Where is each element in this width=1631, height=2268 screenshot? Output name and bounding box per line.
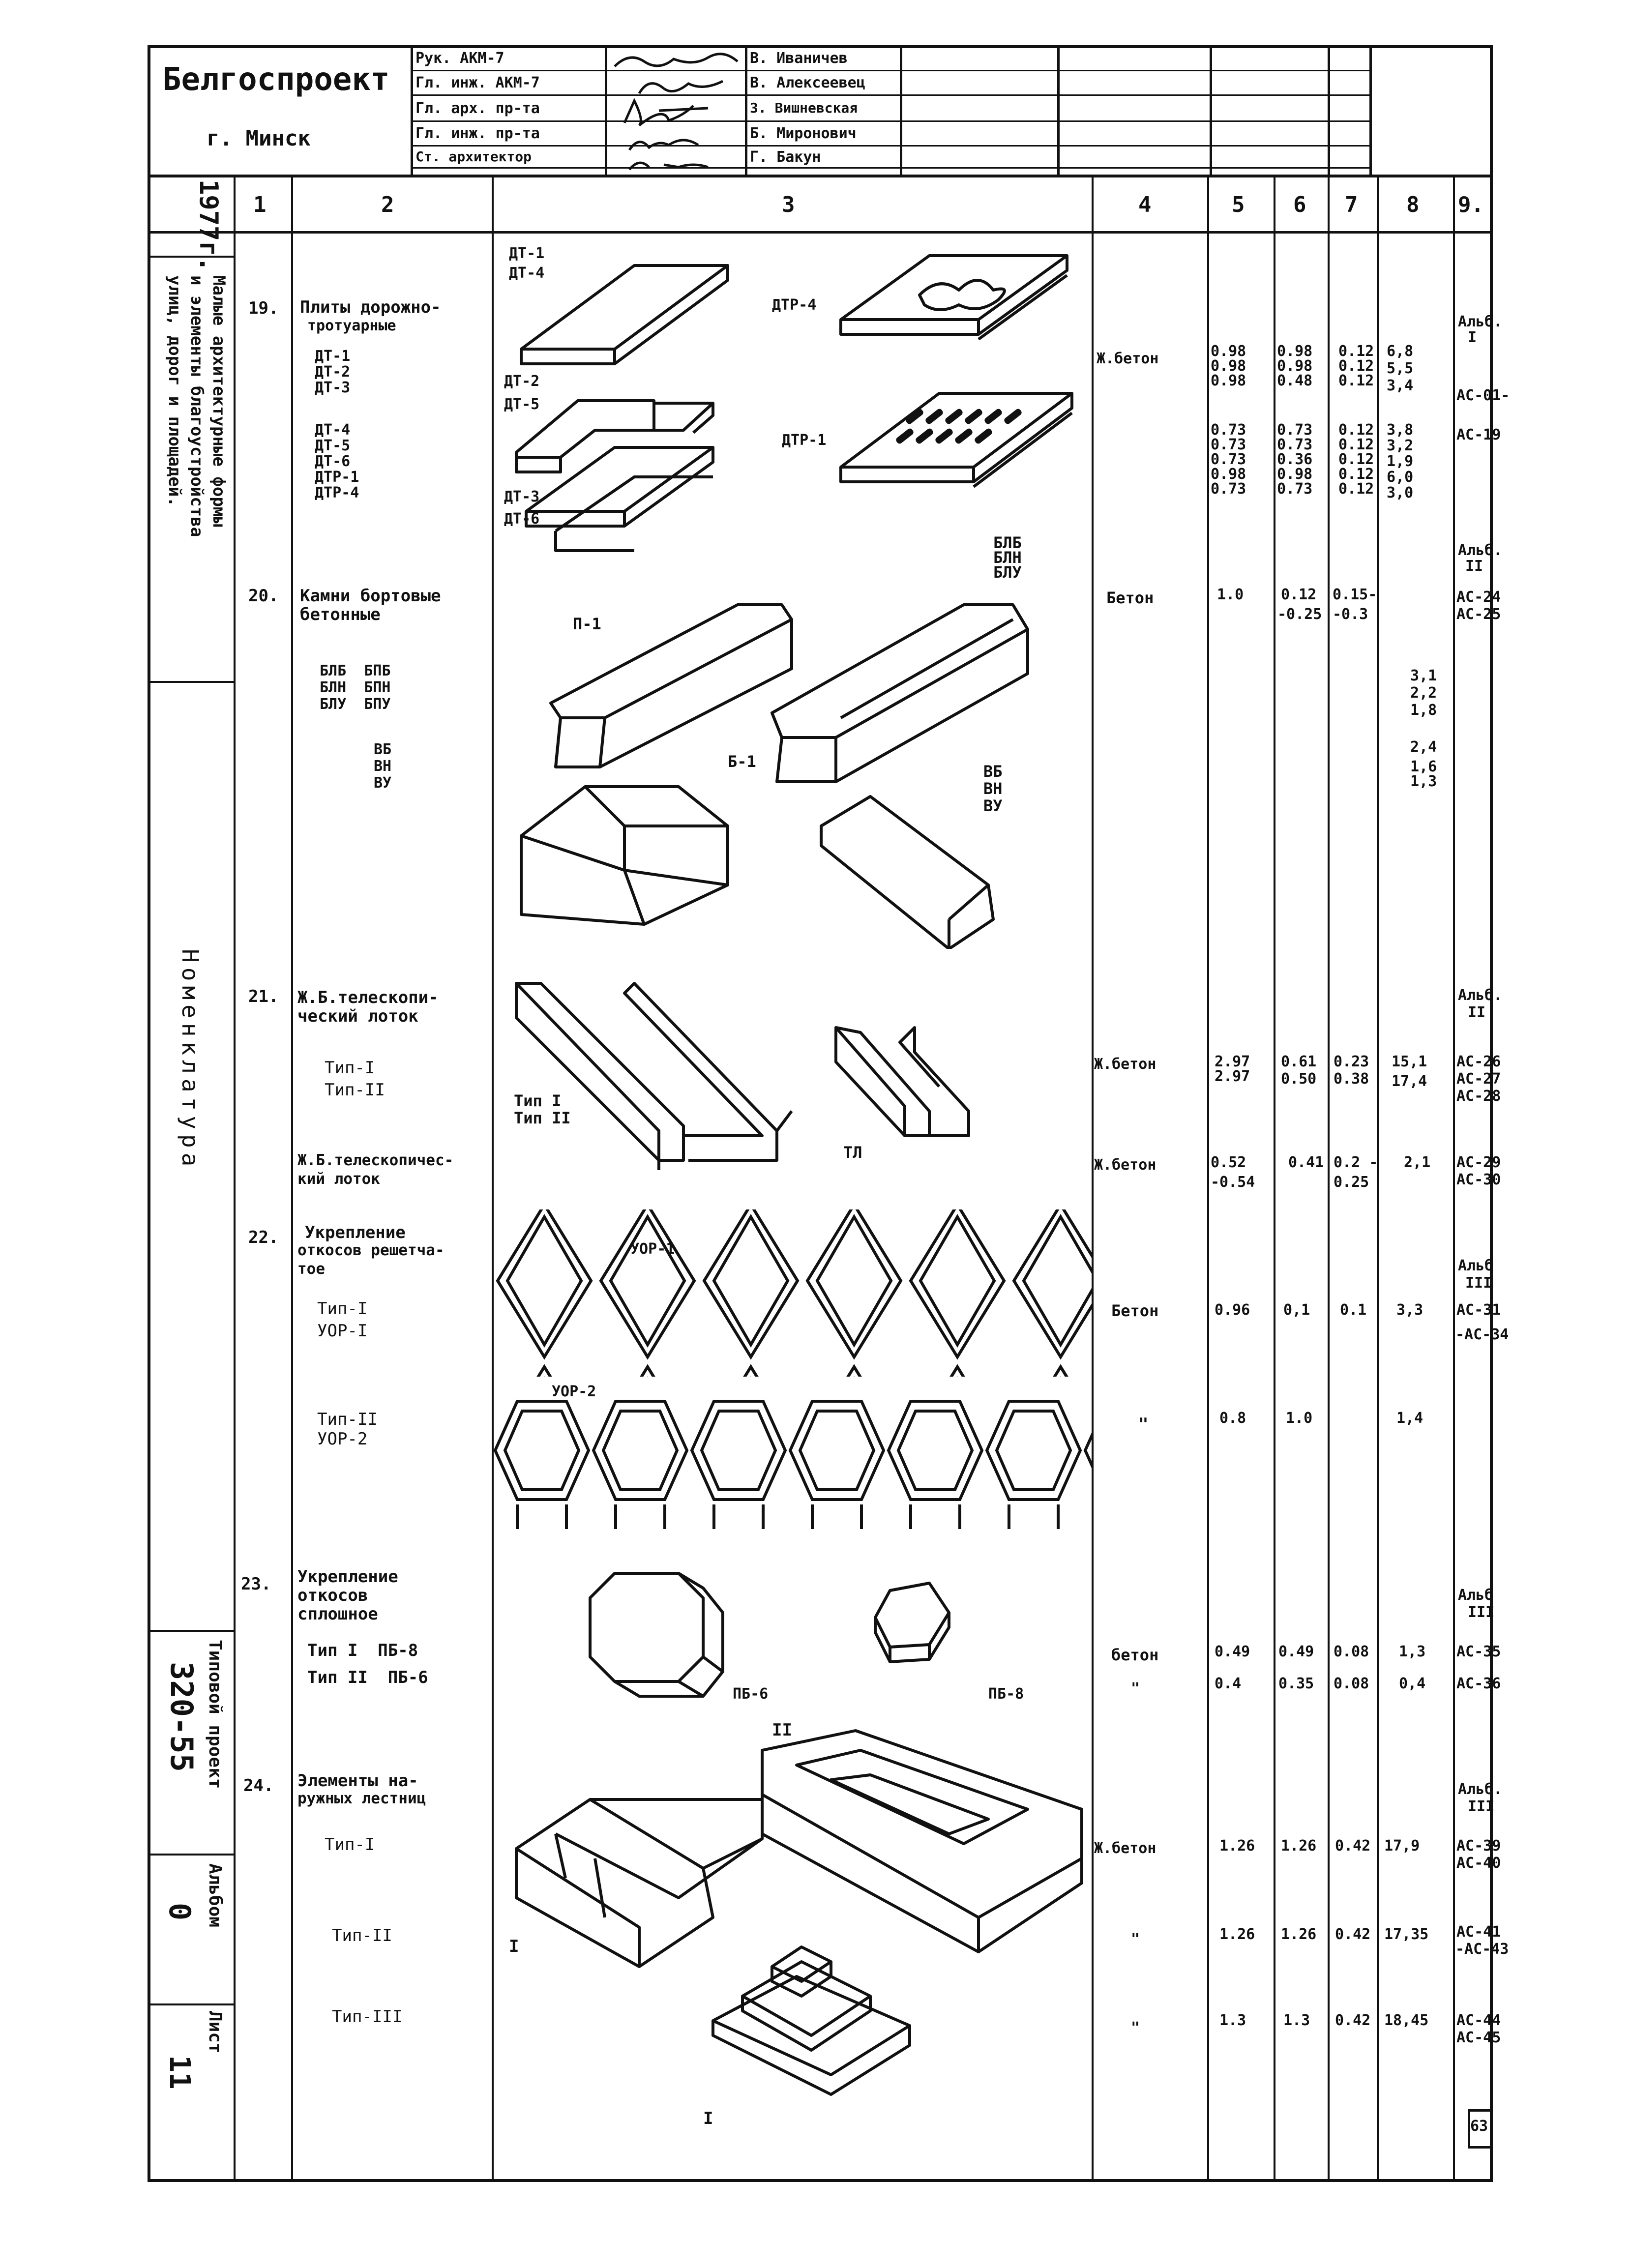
fig-dt-6: ДТ-6 [504, 510, 540, 528]
row-22-type-b-2: УОР-2 [317, 1429, 368, 1449]
row-24-type-3: Тип-III [332, 2007, 403, 2027]
cell: 0.48 [1277, 372, 1313, 389]
sheet-title: Номенклатура [177, 949, 204, 1172]
row-20-types-a-1: БЛБ БПБ [320, 662, 391, 679]
row-24-c6-2: 1.26 [1281, 1926, 1317, 1943]
row-21b-c5-2: -0.54 [1211, 1174, 1255, 1191]
cell: 0.73 [1277, 421, 1313, 439]
row-22-title-2: откосов решетча- [297, 1241, 445, 1259]
cell: 0.98 [1277, 343, 1313, 360]
row-23-number: 23. [241, 1574, 271, 1594]
row-21b-title-2: кий лоток [297, 1170, 380, 1188]
row-24-c9-7: АС-44 [1456, 2012, 1501, 2029]
row-22-c9-4: -АС-34 [1455, 1326, 1509, 1343]
row-24-c7-2: 0.42 [1335, 1926, 1371, 1943]
row-19-type-3: ДТ-3 [315, 379, 351, 396]
fig-type-ii: II [772, 1721, 792, 1740]
row-23-c6-1: 0.49 [1278, 1643, 1314, 1660]
row-20-c8-2: 2,2 [1410, 684, 1437, 702]
row-24-type-1: Тип-I [325, 1835, 375, 1855]
fig-vn: ВН [983, 779, 1003, 798]
row-23-c9-1: Альб [1458, 1587, 1494, 1604]
col-header-3: 3 [782, 192, 795, 217]
row-23-c7-1: 0.08 [1334, 1643, 1369, 1660]
cell: 0.12 [1338, 451, 1374, 468]
cell: 0.98 [1211, 357, 1246, 375]
row-22-number: 22. [248, 1228, 279, 1247]
project-label: Типовой проект [205, 1640, 225, 1789]
cell: 0.73 [1211, 436, 1246, 453]
cell: 0.98 [1277, 466, 1313, 483]
footer-mark: 63 [1470, 2118, 1488, 2135]
role-1: Рук. АКМ-7 [415, 50, 504, 67]
row-19-type-4: ДТ-4 [315, 421, 351, 439]
col-header-9: 9. [1458, 192, 1484, 217]
row-24-c9-5: АС-41 [1456, 1923, 1501, 1941]
cell: 3,4 [1387, 377, 1414, 394]
cell: 0.12 [1338, 480, 1374, 498]
row-23-title-1: Укрепление [297, 1567, 398, 1587]
row-19-type-1: ДТ-1 [315, 348, 351, 365]
row-24-figure [497, 1721, 1087, 2139]
row-22-c7: 0.1 [1340, 1301, 1367, 1319]
row-21-number: 21. [248, 987, 279, 1006]
cell: 0.12 [1338, 466, 1374, 483]
row-24-c5-1: 1.26 [1219, 1837, 1255, 1855]
cell: 0.12 [1338, 372, 1374, 389]
row-20-c7-1: 0.15- [1333, 586, 1377, 603]
cell: 0.12 [1338, 436, 1374, 453]
cell: 0.73 [1211, 421, 1246, 439]
row-21-c5-2: 2.97 [1215, 1068, 1250, 1085]
row-21b-c9-2: АС-30 [1456, 1171, 1501, 1188]
role-4: Гл. инж. пр-та [415, 125, 540, 142]
cell: Альб. [1458, 313, 1503, 330]
fig-dtr-1: ДТР-1 [782, 432, 827, 449]
cell: 3,2 [1387, 437, 1414, 454]
col-header-1: 1 [253, 192, 267, 217]
row-23-c9-2: III [1468, 1604, 1495, 1621]
row-23-c5-1: 0.49 [1215, 1643, 1250, 1660]
row-21-title-1: Ж.Б.телескопи- [297, 988, 439, 1007]
row-22-material: Бетон [1111, 1301, 1159, 1320]
row-24-title-1: Элементы на- [297, 1771, 418, 1791]
row-24-c9-3: АС-39 [1456, 1837, 1501, 1855]
row-21-c9-1: Альб. [1458, 987, 1503, 1004]
row-20-c9-1: Альб. [1458, 542, 1503, 559]
name-5: Г. Бакун [750, 148, 821, 166]
cell: 0.73 [1211, 480, 1246, 498]
fig-b-1: Б-1 [728, 752, 756, 771]
row-24-material-1: Ж.бетон [1094, 1840, 1157, 1857]
fig-pb-8: ПБ-8 [988, 1685, 1024, 1703]
org-name: Белгоспроект [162, 61, 390, 98]
row-21-c9-3: АС-26 [1456, 1053, 1501, 1070]
row-21b-c6: 0.41 [1288, 1154, 1324, 1171]
row-21b-material: Ж.бетон [1094, 1156, 1157, 1174]
row-20-title-1: Камни бортовые [300, 586, 441, 606]
sheet-label: Лист [205, 2011, 225, 2054]
row-24-c5-3: 1.3 [1219, 2012, 1246, 2029]
name-4: Б. Миронович [750, 125, 857, 142]
row-21-title-2: ческий лоток [297, 1006, 418, 1026]
cell: 0.98 [1211, 466, 1246, 483]
row-23-c9-4: АС-36 [1456, 1675, 1501, 1692]
row-23-c7-2: 0.08 [1334, 1675, 1369, 1692]
col-header-8: 8 [1406, 192, 1420, 217]
project-code: 320-55 [164, 1662, 200, 1772]
city: г. Минск [207, 126, 311, 151]
name-2: В. Алексеевец [750, 74, 865, 91]
row-21b-c5-1: 0.52 [1211, 1154, 1246, 1171]
row-20-figure [497, 531, 1087, 949]
row-24-c9-2: III [1468, 1798, 1495, 1815]
row-19-type-7: ДТР-1 [315, 469, 359, 486]
album-value: 0 [162, 1903, 197, 1921]
row-24-c9-4: АС-40 [1456, 1855, 1501, 1872]
row-21-c9-4: АС-27 [1456, 1070, 1501, 1088]
row-21-c8-2: 17,4 [1392, 1073, 1427, 1090]
name-1: В. Иваничев [750, 50, 848, 67]
fig-type-i: I [509, 1937, 519, 1956]
row-19-type-6: ДТ-6 [315, 453, 351, 470]
fig-uor-1: УОР-1 [630, 1240, 675, 1258]
row-20-c8-6: 1,3 [1410, 773, 1437, 790]
row-20-title-2: бетонные [300, 605, 381, 624]
cell: 3,0 [1387, 484, 1414, 501]
row-22-type-a-2: УОР-I [317, 1321, 368, 1341]
fig-tl: ТЛ [843, 1143, 862, 1162]
row-24-number: 24. [243, 1776, 274, 1796]
fig-dt-2: ДТ-2 [504, 373, 540, 390]
row-22-c5-1: 0.96 [1215, 1301, 1250, 1319]
row-23-c8-1: 1,3 [1399, 1643, 1426, 1660]
row-23-title-2: откосов [297, 1586, 368, 1605]
cell: 0.36 [1277, 451, 1313, 468]
row-20-types-a-2: БЛН БПН [320, 679, 391, 696]
subject-line-2: и элементы благоустройства [187, 275, 207, 537]
fig-dt-4: ДТ-4 [509, 265, 545, 282]
row-19-material: Ж.бетон [1097, 350, 1159, 367]
row-22-c8-1: 3,3 [1396, 1301, 1423, 1319]
row-22-type-b-1: Тип-II [317, 1410, 378, 1429]
row-23-title-3: сплошное [297, 1604, 378, 1624]
row-20-c8-1: 3,1 [1410, 667, 1437, 684]
row-23-figure [497, 1559, 1087, 1706]
row-22-c6-2: 1.0 [1286, 1410, 1313, 1427]
row-21-c9-5: АС-28 [1456, 1088, 1501, 1105]
album-label: Альбом [205, 1863, 225, 1928]
row-22-c5-2: 0.8 [1219, 1410, 1246, 1427]
row-21-c7-2: 0.38 [1334, 1070, 1369, 1088]
role-2: Гл. инж. АКМ-7 [415, 74, 540, 91]
cell: 0.98 [1211, 343, 1246, 360]
row-20-types-a-3: БЛУ БПУ [320, 696, 391, 713]
row-23-c8-2: 0,4 [1399, 1675, 1426, 1692]
cell: 3,8 [1387, 421, 1414, 439]
fig-p-1: П-1 [573, 615, 601, 633]
row-22-title-1: Укрепление [305, 1223, 406, 1242]
cell: АС-19 [1456, 426, 1501, 443]
row-21-material: Ж.бетон [1094, 1056, 1157, 1073]
row-19-title-1: Плиты дорожно- [300, 297, 441, 317]
row-20-c6-2: -0.25 [1277, 606, 1322, 623]
row-22-figure-diamond [493, 1200, 1092, 1386]
row-21-figure [497, 964, 1087, 1170]
row-20-types-b-3: ВУ [374, 774, 392, 792]
row-24-material-3: " [1131, 2019, 1140, 2036]
cell: АС-01- [1456, 387, 1510, 404]
row-24-type-2: Тип-II [332, 1926, 392, 1945]
row-19-number: 19. [248, 298, 279, 318]
col-header-6: 6 [1293, 192, 1306, 217]
col-header-7: 7 [1345, 192, 1358, 217]
name-3: З. Вишневская [750, 100, 858, 116]
fig-type-iii: I [703, 2109, 713, 2128]
row-21b-c7-2: 0.25 [1334, 1174, 1369, 1191]
row-21b-c8: 2,1 [1404, 1154, 1431, 1171]
fig-type-2: Тип II [514, 1109, 571, 1127]
row-22-material-b: " [1138, 1414, 1149, 1434]
cell: 0.73 [1277, 480, 1313, 498]
row-24-c9-6: -АС-43 [1455, 1941, 1509, 1958]
row-24-title-2: ружных лестниц [297, 1790, 426, 1807]
row-19-title-2: тротуарные [307, 317, 396, 334]
row-22-c9-1: Альб [1458, 1257, 1494, 1274]
cell: I [1468, 329, 1477, 346]
subject-line-1: Малые архитектурные формы [209, 275, 229, 527]
row-23-type-1: Тип I ПБ-8 [307, 1641, 418, 1660]
row-21b-c9-1: АС-29 [1456, 1154, 1501, 1171]
row-20-c5: 1.0 [1217, 586, 1244, 603]
fig-blb: БЛБ [993, 533, 1022, 552]
fig-blu: БЛУ [993, 563, 1022, 582]
row-24-c6-3: 1.3 [1283, 2012, 1310, 2029]
row-20-material: Бетон [1106, 589, 1154, 607]
row-24-material-2: " [1131, 1931, 1140, 1948]
row-24-c8-2: 17,35 [1384, 1926, 1429, 1943]
cell: 5,5 [1387, 360, 1414, 377]
row-24-c7-1: 0.42 [1335, 1837, 1371, 1855]
cell: 0.12 [1338, 343, 1374, 360]
row-24-c5-2: 1.26 [1219, 1926, 1255, 1943]
row-22-c6-1: 0,1 [1283, 1301, 1310, 1319]
row-24-c6-1: 1.26 [1281, 1837, 1317, 1855]
row-21-c6-2: 0.50 [1281, 1070, 1317, 1088]
cell: 1,9 [1387, 453, 1414, 470]
fig-vb: ВБ [983, 762, 1003, 781]
sheet-value: 11 [163, 2055, 197, 2090]
row-21-c8-1: 15,1 [1392, 1053, 1427, 1070]
row-19-type-8: ДТР-4 [315, 484, 359, 501]
row-21b-title-1: Ж.Б.телескопичес- [297, 1151, 454, 1169]
row-20-c9-3: АС-24 [1456, 589, 1501, 606]
row-21b-c7-1: 0.2 - [1334, 1154, 1378, 1171]
year: 1977г. [194, 179, 223, 272]
cell: 0.12 [1338, 421, 1374, 439]
fig-dt-1: ДТ-1 [509, 245, 545, 262]
row-20-c8-4: 2,4 [1410, 738, 1437, 756]
cell: 6,8 [1387, 343, 1414, 360]
row-22-figure-hex [493, 1382, 1092, 1529]
row-23-c6-2: 0.35 [1278, 1675, 1314, 1692]
fig-type-1: Тип I [514, 1091, 562, 1110]
row-20-c9-4: АС-25 [1456, 606, 1501, 623]
row-19-type-5: ДТ-5 [315, 437, 351, 454]
col-header-2: 2 [381, 192, 394, 217]
role-3: Гл. арх. пр-та [415, 100, 540, 117]
cell: 0.73 [1211, 451, 1246, 468]
row-20-c8-3: 1,8 [1410, 702, 1437, 719]
fig-bln: БЛН [993, 548, 1022, 567]
row-23-c5-2: 0.4 [1215, 1675, 1242, 1692]
fig-dt-5: ДТ-5 [504, 396, 540, 413]
row-20-c8-5: 1,6 [1410, 758, 1437, 775]
fig-dt-3: ДТ-3 [504, 488, 540, 505]
row-24-c9-1: Альб. [1458, 1781, 1503, 1798]
fig-dtr-4: ДТР-4 [772, 296, 817, 314]
col-header-5: 5 [1232, 192, 1245, 217]
row-19-figure [497, 236, 1087, 560]
row-20-c9-2: II [1465, 558, 1483, 575]
cell: 0.12 [1338, 357, 1374, 375]
row-19-type-2: ДТ-2 [315, 363, 351, 381]
row-24-c9-8: АС-45 [1456, 2029, 1501, 2046]
cell: 0.98 [1211, 372, 1246, 389]
row-21-c7-1: 0.23 [1334, 1053, 1369, 1070]
row-22-type-a-1: Тип-I [317, 1299, 368, 1319]
subject-line-3: улиц, дорог и площадей. [165, 275, 184, 507]
row-22-title-3: тое [297, 1260, 325, 1278]
row-20-c6-1: 0.12 [1281, 586, 1317, 603]
row-23-material-1: бетон [1111, 1646, 1159, 1664]
cell: 0.73 [1277, 436, 1313, 453]
row-22-c9-2: III [1465, 1274, 1492, 1292]
row-21-c6-1: 0.61 [1281, 1053, 1317, 1070]
row-24-c8-3: 18,45 [1384, 2012, 1429, 2029]
row-21-c5-1: 2.97 [1215, 1053, 1250, 1070]
row-23-c9-3: АС-35 [1456, 1643, 1501, 1660]
row-23-material-2: " [1131, 1680, 1140, 1697]
row-21-type-2: Тип-II [325, 1080, 385, 1100]
row-20-types-b-2: ВН [374, 758, 392, 775]
row-24-c7-3: 0.42 [1335, 2012, 1371, 2029]
row-21-c9-2: II [1468, 1004, 1486, 1021]
row-20-types-b-1: ВБ [374, 741, 392, 758]
fig-vu: ВУ [983, 796, 1003, 815]
row-20-c7-2: -0.3 [1333, 606, 1368, 623]
row-22-c8-2: 1,4 [1396, 1410, 1423, 1427]
row-22-c9-3: АС-31 [1456, 1301, 1501, 1319]
fig-pb-6: ПБ-6 [733, 1685, 769, 1703]
row-21-type-1: Тип-I [325, 1058, 375, 1078]
fig-uor-2: УОР-2 [552, 1383, 596, 1400]
cell: 0.98 [1277, 357, 1313, 375]
row-23-type-2: Тип II ПБ-6 [307, 1668, 428, 1687]
row-24-c8-1: 17,9 [1384, 1837, 1420, 1855]
role-5: Ст. архитектор [415, 148, 532, 165]
signatures [610, 47, 742, 175]
cell: 6,0 [1387, 469, 1414, 486]
row-20-number: 20. [248, 586, 279, 606]
col-header-4: 4 [1138, 192, 1152, 217]
